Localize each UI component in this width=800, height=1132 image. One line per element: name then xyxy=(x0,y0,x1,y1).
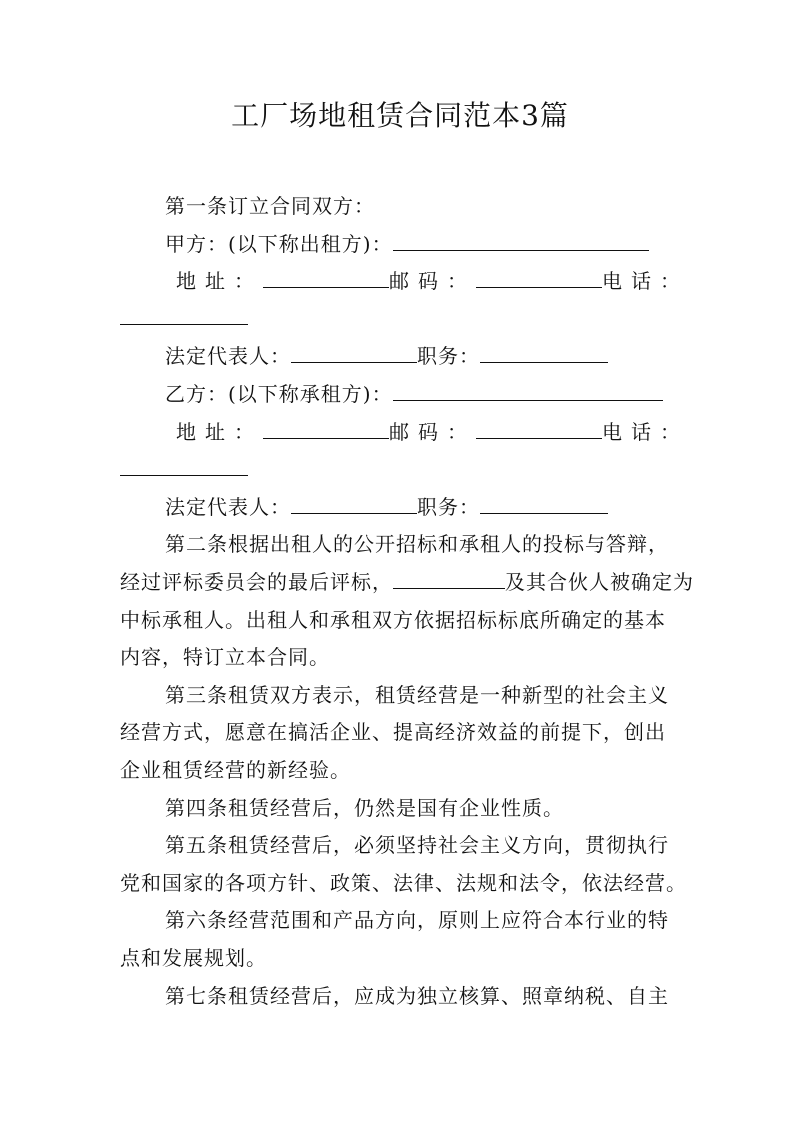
position-label: 职务： xyxy=(417,344,480,368)
legal-rep-blank xyxy=(291,493,417,514)
party-a-contact-line xyxy=(176,267,689,295)
party-b-blank xyxy=(393,380,663,401)
phone-label: 电话： xyxy=(602,420,689,444)
art2-line-2b: 及其合伙人被确定为 xyxy=(505,570,694,594)
art2-line-4: 内容，特订立本合同。 xyxy=(120,645,330,669)
art5-line-1: 第五条租赁经营后，必须坚持社会主义方向，贯彻执行 xyxy=(165,833,669,857)
page-title: 工厂场地租赁合同范本3篇 xyxy=(231,99,569,132)
address-label: 地址： xyxy=(176,269,263,293)
postcode-blank xyxy=(476,267,602,288)
art3-line-2: 经营方式，愿意在搞活企业、提高经济效益的前提下，创出 xyxy=(120,720,666,744)
art2-line-2 xyxy=(120,568,694,596)
party-b-phone-line xyxy=(120,455,248,483)
phone-label: 电话： xyxy=(602,269,689,293)
address-blank xyxy=(263,267,389,288)
party-a-phone-line xyxy=(120,304,248,332)
phone-blank xyxy=(120,455,248,476)
art6-line-2: 点和发展规划。 xyxy=(120,946,267,970)
party-a-label: 甲方：(以下称出租方)： xyxy=(165,232,393,256)
art6-line-1: 第六条经营范围和产品方向，原则上应符合本行业的特 xyxy=(165,908,669,932)
position-blank xyxy=(480,493,608,514)
art3-line-1: 第三条租赁双方表示，租赁经营是一种新型的社会主义 xyxy=(165,683,669,707)
position-blank xyxy=(480,342,608,363)
postcode-blank xyxy=(476,418,602,439)
party-a-line xyxy=(165,230,649,258)
art2-line-3: 中标承租人。出租人和承租双方依据招标标底所确定的基本 xyxy=(120,608,666,632)
art3-line-3: 企业租赁经营的新经验。 xyxy=(120,758,351,782)
party-b-rep-line xyxy=(165,493,608,521)
bidder-blank xyxy=(393,568,505,589)
legal-rep-label: 法定代表人： xyxy=(165,495,291,519)
legal-rep-label: 法定代表人： xyxy=(165,344,291,368)
postcode-label: 邮码： xyxy=(389,420,476,444)
art2-line-2a: 经过评标委员会的最后评标， xyxy=(120,570,393,594)
position-label: 职务： xyxy=(417,495,480,519)
art2-line-1: 第二条根据出租人的公开招标和承租人的投标与答辩， xyxy=(165,532,669,556)
party-a-rep-line xyxy=(165,342,608,370)
art4-line-1: 第四条租赁经营后，仍然是国有企业性质。 xyxy=(165,796,564,820)
address-label: 地址： xyxy=(176,420,263,444)
art7-line-1: 第七条租赁经营后，应成为独立核算、照章纳税、自主 xyxy=(165,984,669,1008)
legal-rep-blank xyxy=(291,342,417,363)
party-b-line xyxy=(165,380,663,408)
party-b-contact-line xyxy=(176,418,689,446)
postcode-label: 邮码： xyxy=(389,269,476,293)
party-b-label: 乙方：(以下称承租方)： xyxy=(165,382,393,406)
phone-blank xyxy=(120,304,248,325)
art5-line-2: 党和国家的各项方针、政策、法律、法规和法令，依法经营。 xyxy=(120,871,687,895)
art1-heading: 第一条订立合同双方： xyxy=(165,194,375,218)
address-blank xyxy=(263,418,389,439)
party-a-blank xyxy=(393,230,649,251)
